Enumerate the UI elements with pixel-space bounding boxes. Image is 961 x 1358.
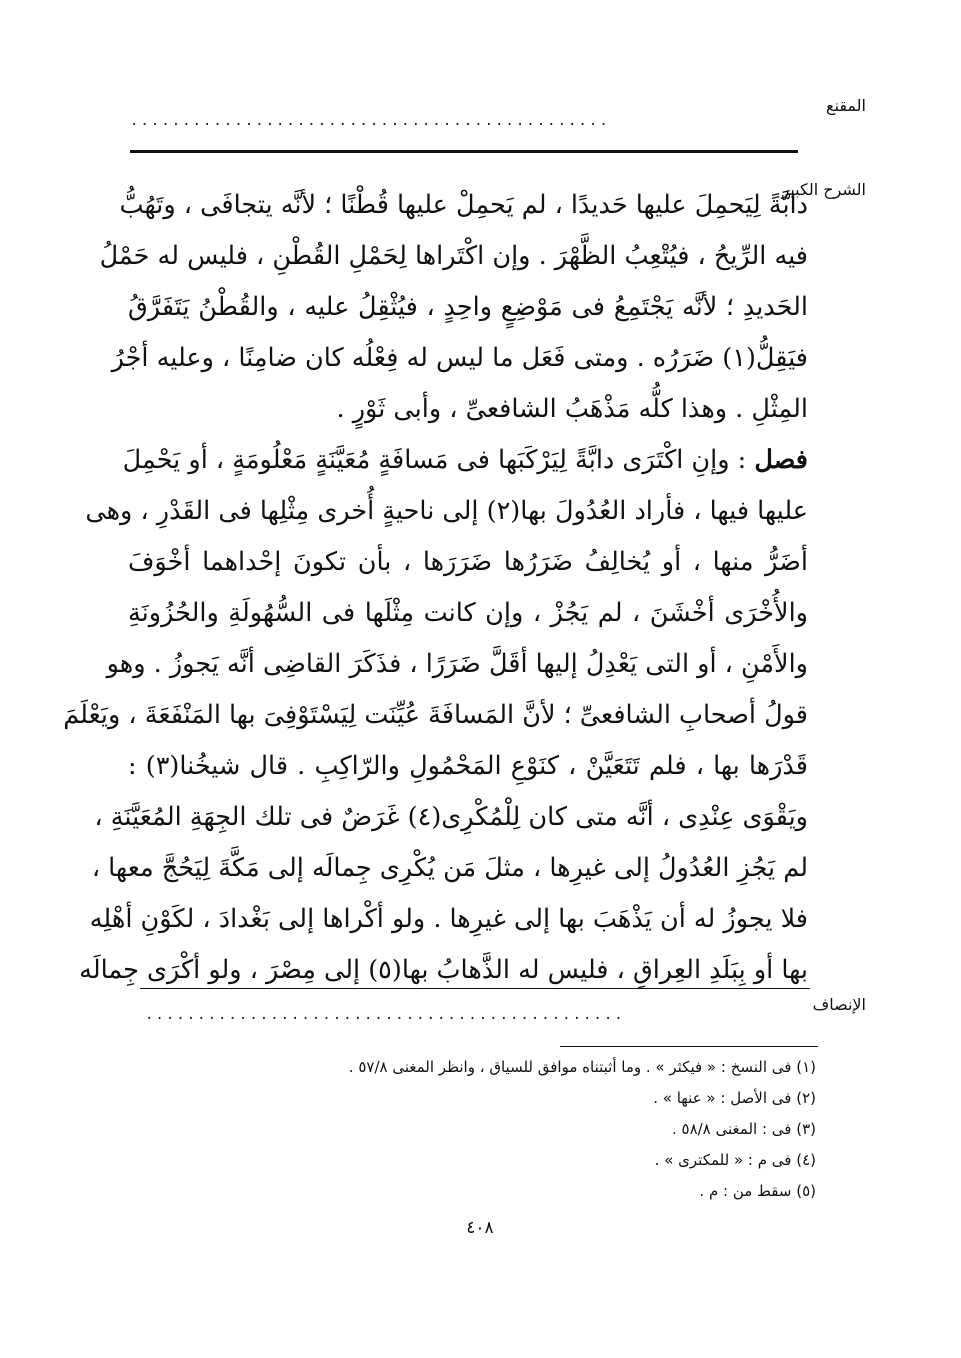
footnote: (٥) سقط من : م .	[699, 1182, 816, 1200]
text-line: لم يَجُزِ العُدُولُ إلى غيرِها ، مثلَ مَن يُكْرِى جِمالَه إلى مَكَّةَ لِيَحُجَّ معها ،	[91, 853, 808, 883]
bottom-rule	[140, 988, 810, 989]
top-dotted-separator: ..............................................	[130, 113, 610, 129]
text-line: ويَقْوَى عِنْدِى ، أنَّه متى كان لِلْمُكْرِى(٤) غَرَضٌ فى تلك الجِهَةِ المُعَيَّنَةِ ،	[94, 802, 808, 832]
main-text-block	[99, 180, 808, 435]
sharh-kabir-label: الشرح الكبير	[781, 180, 866, 199]
text-line: أضَرُّ منها ، أو يُخالِفُ ضَرَرُها ضَرَرَها ، بأن تكونَ إحْداهما أخْوَفَ	[128, 547, 808, 577]
text-line: قولُ أصحابِ الشافعىِّ ؛ لأنَّ المَسافَةَ عُيِّنَت لِيَسْتَوْفِىَ بها المَنْفَعَةَ ، ويَعْلَمَ	[63, 700, 808, 730]
text-line: فيَقِلُّ(١) ضَرَرُه . ومتى فَعَل ما ليس له فِعْلُه كان ضامِنًا ، وعليه أجْرُ	[111, 343, 808, 373]
footnote-rule	[560, 1046, 818, 1047]
text-line: دابَّةً لِيَحمِلَ عليها حَديدًا ، لم يَحمِلْ عليها قُطْنًا ؛ لأنَّه يتجافَى ، وتَهُبُّ	[119, 190, 808, 220]
bottom-dotted-separator: ..............................................	[145, 1007, 625, 1023]
footnote: (١) فى النسخ : « فيكثر » . وما أثبتناه موافق للسياق ، وانظر المغنى ٥٧/٨ .	[348, 1058, 816, 1076]
muqni-label: المقنع	[825, 96, 866, 115]
insaf-label: الإنصاف	[812, 995, 866, 1014]
section-first-line	[122, 435, 808, 486]
text-line: قَدْرَها بها ، فلم تَتَعَيَّنْ ، كنَوْعِ المَحْمُولِ والرّاكِبِ . قال شيخُنا(٣) :	[128, 751, 808, 781]
text-line: والأَمْنِ ، أو التى يَعْدِلُ إليها أقَلَّ ضَرَرًا ، فذَكَرَ القاضِى أنَّه يَجوزُ . وهو	[106, 649, 808, 679]
page-number: ٤٠٨	[466, 1218, 494, 1238]
text-line: فيه الرِّيحُ ، فيُتْعِبُ الظَّهْرَ . وإن اكْتَراها لِحَمْلِ القُطْنِ ، فليس له حَمْلُ	[99, 241, 808, 271]
text-line: المِثْلِ . وهذا كلُّه مَذْهَبُ الشافعىِّ ، وأبى ثَوْرٍ .	[336, 394, 808, 424]
text-line: والأُخْرَى أخْشَنَ ، لم يَجُزْ ، وإن كانت مِثْلَها فى السُّهُولَةِ والحُزُونَةِ	[128, 598, 808, 628]
section-first-line-text: : وإنِ اكْتَرَى دابَّةً لِيَرْكَبَها فى مَسافَةٍ مُعَيَّنَةٍ مَعْلُومَةٍ ، أو يَحْمِلَ	[122, 445, 747, 475]
footnotes	[256, 1052, 816, 1207]
footnote: (٤) فى م : « للمكترى » .	[654, 1151, 816, 1169]
text-line: عليها فيها ، فأراد العُدُولَ بها(٢) إلى ناحيةٍ أُخرى مِثْلِها فى القَدْرِ ، وهى	[85, 496, 808, 526]
footnote: (٢) فى الأصل : « عنها » .	[653, 1089, 816, 1107]
footnote: (٣) فى : المغنى ٥٨/٨ .	[671, 1120, 816, 1138]
text-line: بها أو بِبَلَدِ العِراقِ ، فليس له الذَّهابُ بها(٥) إلى مِصْرَ ، ولو أكْرَى جِمالَه	[79, 955, 808, 985]
section-block	[63, 435, 808, 996]
section-heading: فصل	[754, 445, 808, 475]
text-line: فلا يجوزُ له أن يَذْهَبَ بها إلى غيرِها . ولو أكْراها إلى بَغْدادَ ، لكَوْنِ أهْلِه	[89, 904, 808, 934]
top-rule	[130, 150, 798, 153]
text-line: الحَديدِ ؛ لأنَّه يَجْتَمِعُ فى مَوْضِعٍ واحِدٍ ، فيُثْقِلُ عليه ، والقُطْنُ يَتَفَرَّقُ	[128, 292, 808, 322]
